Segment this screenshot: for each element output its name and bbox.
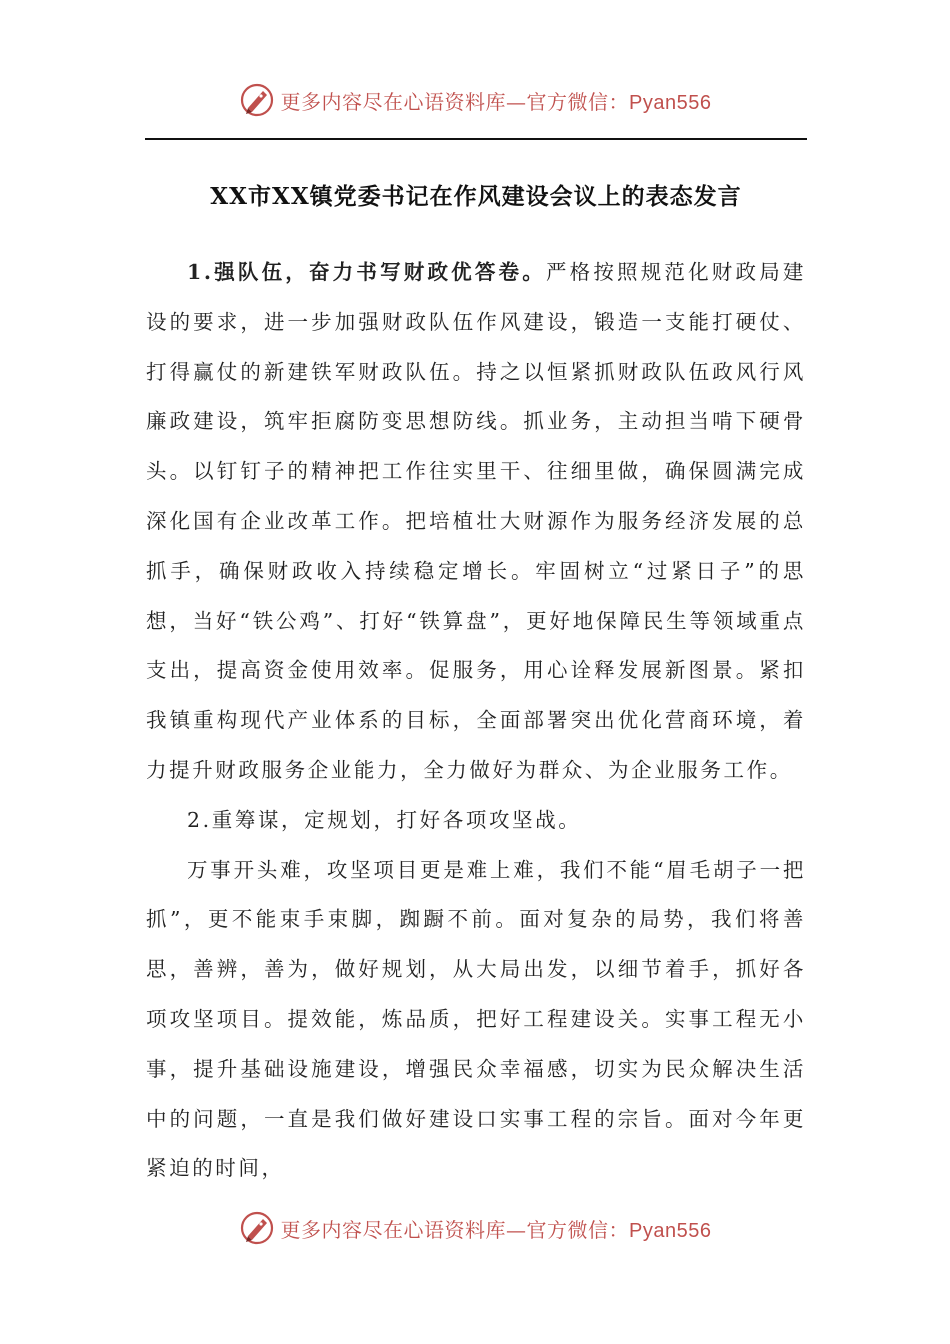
paragraph-1-text: 严格按照规范化财政局建设的要求，进一步加强财政队伍作风建设，锻造一支能打硬仗、打得赢仗的新建铁军财政队伍。持之以恒紧抓财政队伍政风行风廉政建设，筑牢拒腐防变思想防线。抓业务，主动担当啃下硬骨头。以钉钉子的精神把工作往实里干、往细里做，确保圆满完成深化国有企业改革工作。把培植壮大财源作为服务经济发展的总抓手，确保财政收入持续稳定增长。牢固树立“过紧日子”的思想，当好“铁公鸡”、打好“铁算盘”，更好地保障民生等领域重点支出，提高资金使用效率。促服务，用心诠释发展新图景。紧扣我镇重构现代产业体系的目标，全面部署突出优化营商环境，着力提升财政服务企业能力，全力做好为群众、为企业服务工作。 [146,260,806,782]
paragraph-3 [146,846,806,1195]
paragraph-1-lead: 1.强队伍，奋力书写财政优答卷。 [187,260,546,284]
document-body [146,248,806,1194]
document-title: XX市XX镇党委书记在作风建设会议上的表态发言 [210,183,742,210]
banner-wechat-label: 官方微信： [526,1217,630,1242]
pen-logo-icon [239,82,275,118]
banner-wechat-id: Pyan556 [629,1219,712,1242]
banner-wechat-label: 官方微信： [526,89,630,114]
banner-text: 更多内容尽在心语资料库 [280,89,507,114]
header-banner [0,82,950,118]
paragraph-1 [146,248,806,796]
paragraph-2-text: 2.重筹谋，定规划，打好各项攻坚战。 [187,807,582,832]
paragraph-2 [146,796,806,846]
pen-logo-icon [239,1210,275,1246]
banner-text: 更多内容尽在心语资料库 [280,1217,507,1242]
header-divider [145,138,807,140]
banner-separator: — [506,89,527,114]
banner-separator: — [506,1217,527,1242]
banner-wechat-id: Pyan556 [629,91,712,114]
paragraph-3-text: 万事开头难，攻坚项目更是难上难，我们不能“眉毛胡子一把抓”，更不能束手束脚，踟蹰不前。面对复杂的局势，我们将善思，善辨，善为，做好规划，从大局出发，以细节着手，抓好各项攻坚项目。提效能，炼品质，把好工程建设关。实事工程无小事，提升基础设施建设，增强民众幸福感，切实为民众解决生活中的问题，一直是我们做好建设口实事工程的宗旨。面对今年更紧迫的时间， [146,857,806,1181]
footer-banner [0,1210,950,1246]
